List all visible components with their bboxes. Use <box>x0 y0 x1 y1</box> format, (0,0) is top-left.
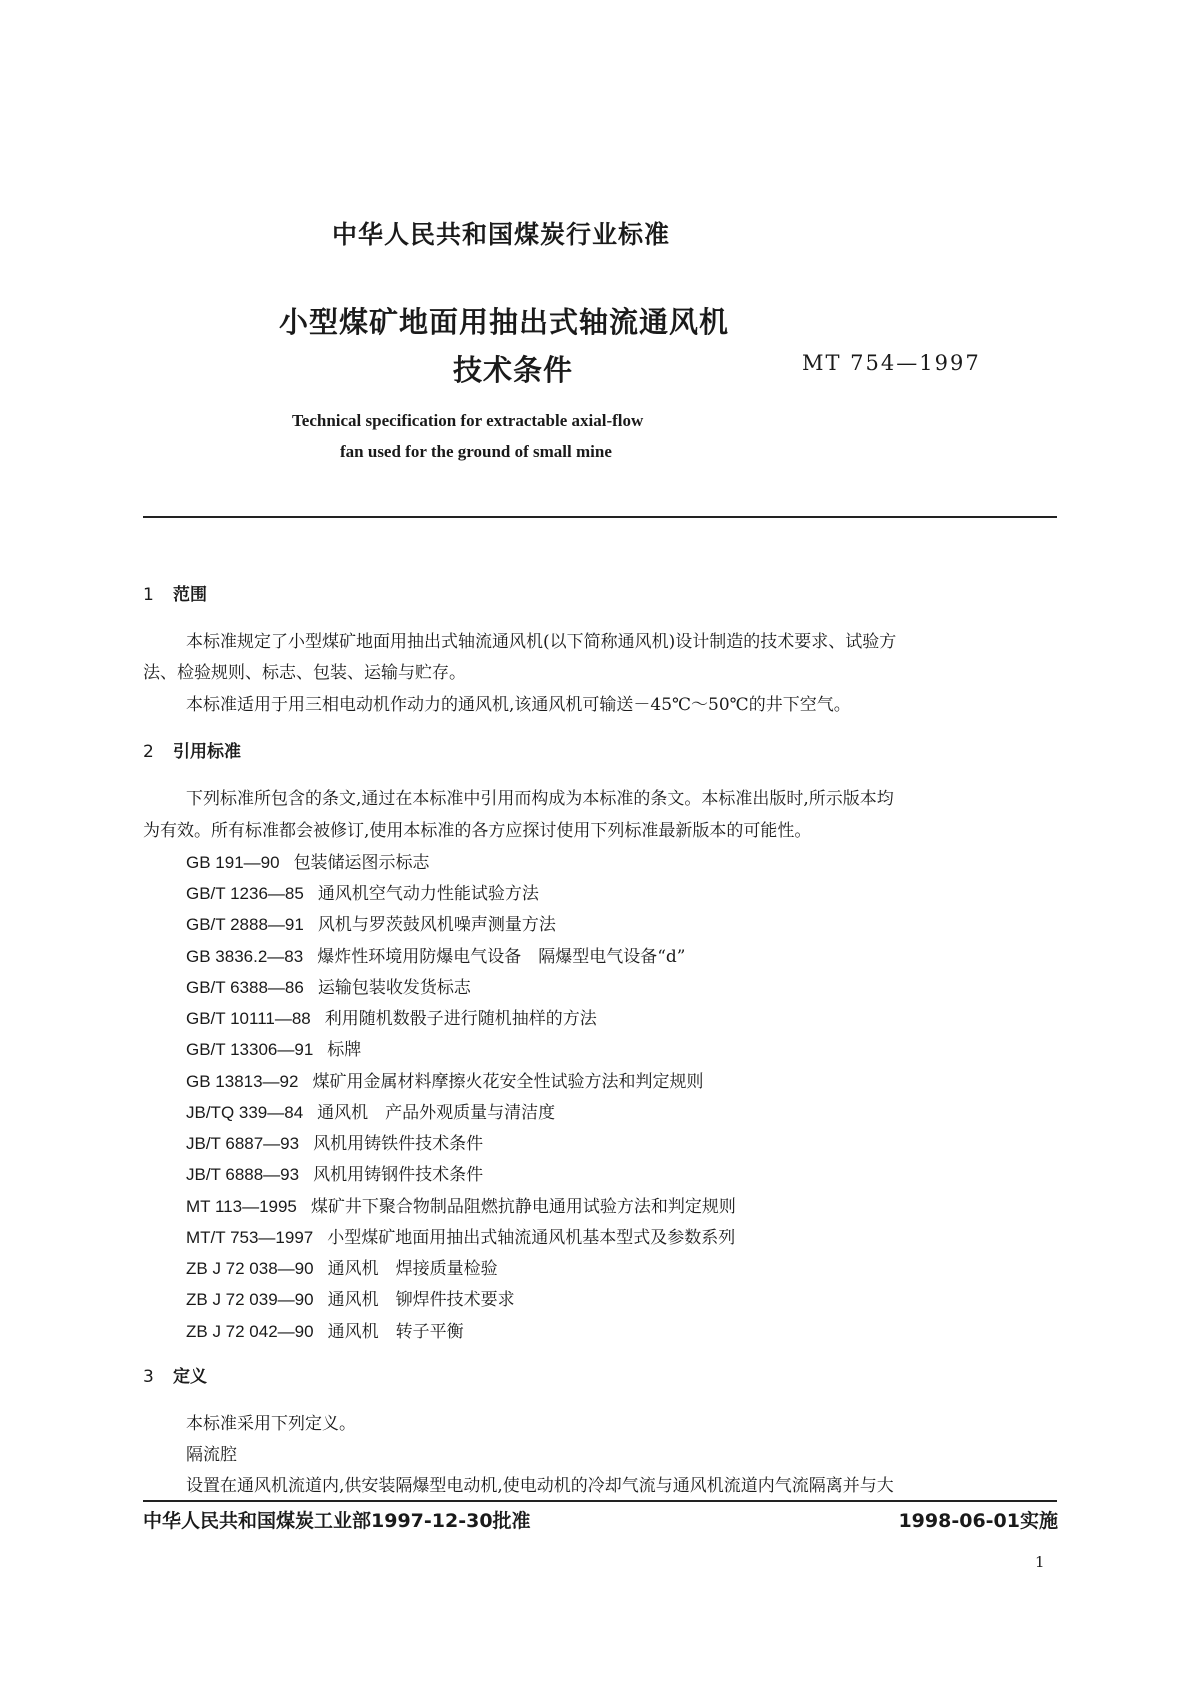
section-title: 定义 <box>173 1367 207 1387</box>
section-number: 2 <box>143 742 154 762</box>
standard-number: MT 754—1997 <box>802 351 981 375</box>
section-title: 引用标准 <box>173 742 241 762</box>
reference-item: GB 13813—92 煤矿用金属材料摩擦火花安全性试验方法和判定规则 <box>186 1072 704 1092</box>
effective-date: 1998-06-01实施 <box>898 1510 1058 1532</box>
reference-item: GB/T 10111—88 利用随机数骰子进行随机抽样的方法 <box>186 1009 597 1029</box>
references-paragraph-1b: 为有效。所有标准都会被修订,使用本标准的各方应探讨使用下列标准最新版本的可能性。 <box>143 821 812 841</box>
reference-item: GB/T 6388—86 运输包装收发货标志 <box>186 978 471 998</box>
approval-statement: 中华人民共和国煤炭工业部1997-12-30批准 <box>143 1510 531 1532</box>
scope-paragraph-1a: 本标准规定了小型煤矿地面用抽出式轴流通风机(以下简称通风机)设计制造的技术要求、试验方 <box>186 632 897 652</box>
section-title: 范围 <box>173 585 207 605</box>
section-number: 3 <box>143 1367 154 1387</box>
scope-paragraph-2: 本标准适用于用三相电动机作动力的通风机,该通风机可输送－45℃～50℃的井下空气。 <box>186 695 851 715</box>
reference-item: MT 113—1995 煤矿井下聚合物制品阻燃抗静电通用试验方法和判定规则 <box>186 1197 736 1217</box>
section-heading-scope <box>143 580 207 605</box>
reference-item: GB/T 1236—85 通风机空气动力性能试验方法 <box>186 884 539 904</box>
english-title-line2: fan used for the ground of small mine <box>340 442 612 461</box>
reference-item: JB/TQ 339—84 通风机 产品外观质量与清洁度 <box>186 1103 556 1123</box>
reference-item: MT/T 753—1997 小型煤矿地面用抽出式轴流通风机基本型式及参数系列 <box>186 1228 736 1248</box>
reference-item: JB/T 6888—93 风机用铸钢件技术条件 <box>186 1165 484 1185</box>
reference-item: GB 191—90 包装储运图示标志 <box>186 853 430 873</box>
issuing-organization: 中华人民共和国煤炭行业标准 <box>332 220 671 249</box>
reference-item: ZB J 72 042—90 通风机 转子平衡 <box>186 1322 464 1342</box>
reference-item: ZB J 72 039—90 通风机 铆焊件技术要求 <box>186 1290 515 1310</box>
header-divider <box>143 516 1057 518</box>
page-number: 1 <box>1035 1553 1045 1571</box>
english-title-line1: Technical specification for extractable axial-flow <box>292 411 644 430</box>
definitions-paragraph-1: 本标准采用下列定义。 <box>186 1414 356 1434</box>
section-heading-definitions <box>143 1362 207 1387</box>
document-title-line1: 小型煤矿地面用抽出式轴流通风机 <box>279 305 730 339</box>
definition-term: 隔流腔 <box>186 1445 237 1465</box>
scope-paragraph-1b: 法、检验规则、标志、包装、运输与贮存。 <box>143 663 466 683</box>
section-number: 1 <box>143 585 154 605</box>
document-title-line2: 技术条件 <box>453 353 574 387</box>
footer-divider <box>143 1500 1057 1502</box>
references-paragraph-1a: 下列标准所包含的条文,通过在本标准中引用而构成为本标准的条文。本标准出版时,所示版本均 <box>186 789 894 809</box>
reference-item: JB/T 6887—93 风机用铸铁件技术条件 <box>186 1134 484 1154</box>
reference-item: GB 3836.2—83 爆炸性环境用防爆电气设备 隔爆型电气设备“d” <box>186 947 686 967</box>
reference-item: ZB J 72 038—90 通风机 焊接质量检验 <box>186 1259 498 1279</box>
reference-item: GB/T 13306—91 标牌 <box>186 1040 362 1060</box>
reference-item: GB/T 2888—91 风机与罗茨鼓风机噪声测量方法 <box>186 915 556 935</box>
section-heading-normative-references <box>143 737 241 762</box>
definition-text: 设置在通风机流道内,供安装隔爆型电动机,使电动机的冷却气流与通风机流道内气流隔离并与大 <box>186 1476 894 1496</box>
